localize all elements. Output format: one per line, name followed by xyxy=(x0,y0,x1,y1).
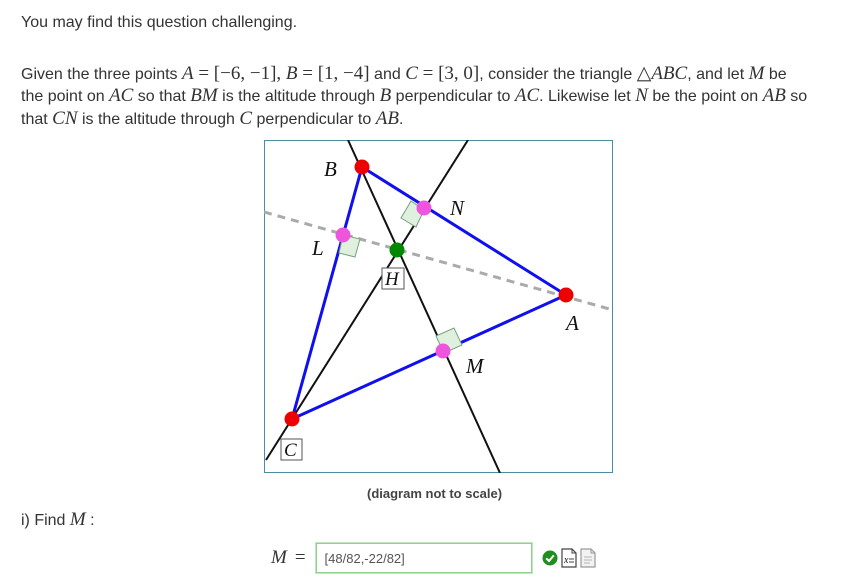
math-segment: AB xyxy=(762,85,786,106)
math-segment: △ xyxy=(636,63,652,84)
text-segment: , and let xyxy=(687,66,749,83)
part-suffix: : xyxy=(85,512,95,529)
svg-text:x: x xyxy=(563,555,568,566)
math-segment: N xyxy=(635,85,648,106)
math-segment: BM xyxy=(190,85,218,106)
label-l: L xyxy=(312,236,324,260)
foot-l-point xyxy=(336,228,351,243)
foot-m-point xyxy=(436,344,451,359)
label-a: A xyxy=(566,311,579,335)
answer-row xyxy=(271,540,596,576)
answer-input[interactable] xyxy=(316,543,532,573)
part-heading xyxy=(21,509,95,531)
help-document-icon[interactable] xyxy=(580,548,596,568)
text-segment: perpendicular to xyxy=(252,111,376,128)
foot-n-point xyxy=(417,201,432,216)
text-segment: so xyxy=(785,88,808,105)
part-prefix: i) Find xyxy=(21,512,70,529)
answer-label-eq: = xyxy=(294,547,306,568)
text-segment: perpendicular to xyxy=(391,88,515,105)
problem-line-3 xyxy=(21,108,403,130)
text-segment: be the point on xyxy=(647,88,763,105)
diagram-caption: (diagram not to scale) xyxy=(367,486,503,501)
math-segment: AC xyxy=(109,85,134,106)
preview-document-icon[interactable] xyxy=(561,548,577,568)
text-segment: so that xyxy=(133,88,191,105)
text-segment: that xyxy=(21,111,53,128)
math-segment: ABC xyxy=(651,63,688,84)
math-segment: = [3, 0] xyxy=(417,63,480,84)
check-circle-icon xyxy=(542,550,558,566)
text-segment: Given the three points xyxy=(21,66,182,83)
math-segment: CN xyxy=(52,108,78,129)
math-segment: A xyxy=(181,63,194,84)
math-segment: = [1, −4] xyxy=(297,63,370,84)
label-h: H xyxy=(385,269,399,290)
label-n: N xyxy=(450,196,465,220)
vertex-a-point xyxy=(559,288,574,303)
diagram-frame xyxy=(265,141,613,473)
challenge-note: You may find this question challenging. xyxy=(21,14,298,31)
vertex-c-point xyxy=(285,412,300,427)
text-segment: . Likewise let xyxy=(539,88,636,105)
math-segment: C xyxy=(405,63,418,84)
answer-label xyxy=(271,547,306,569)
problem-line-1 xyxy=(21,62,787,85)
part-var: M xyxy=(69,509,86,530)
math-segment: B xyxy=(285,63,298,84)
vertex-b-point xyxy=(355,160,370,175)
label-c: C xyxy=(284,440,297,461)
text-segment: the point on xyxy=(21,88,110,105)
answer-label-var: M xyxy=(271,547,287,568)
orthocenter-point xyxy=(390,243,405,258)
text-segment: , consider the triangle xyxy=(479,66,637,83)
triangle-diagram xyxy=(264,140,613,473)
math-segment: B xyxy=(379,85,392,106)
math-segment: AC xyxy=(514,85,540,106)
math-segment: AB xyxy=(375,108,399,129)
text-segment: and xyxy=(369,66,406,83)
text-segment: is the altitude through xyxy=(217,88,380,105)
label-m: M xyxy=(466,354,484,378)
math-segment: C xyxy=(239,108,253,129)
text-segment: . xyxy=(398,111,404,128)
text-segment: be xyxy=(764,66,787,83)
text-segment: is the altitude through xyxy=(77,111,240,128)
label-b: B xyxy=(324,157,337,181)
math-segment: = [−6, −1], xyxy=(193,63,286,84)
math-segment: M xyxy=(748,63,765,84)
problem-line-2 xyxy=(21,85,807,107)
